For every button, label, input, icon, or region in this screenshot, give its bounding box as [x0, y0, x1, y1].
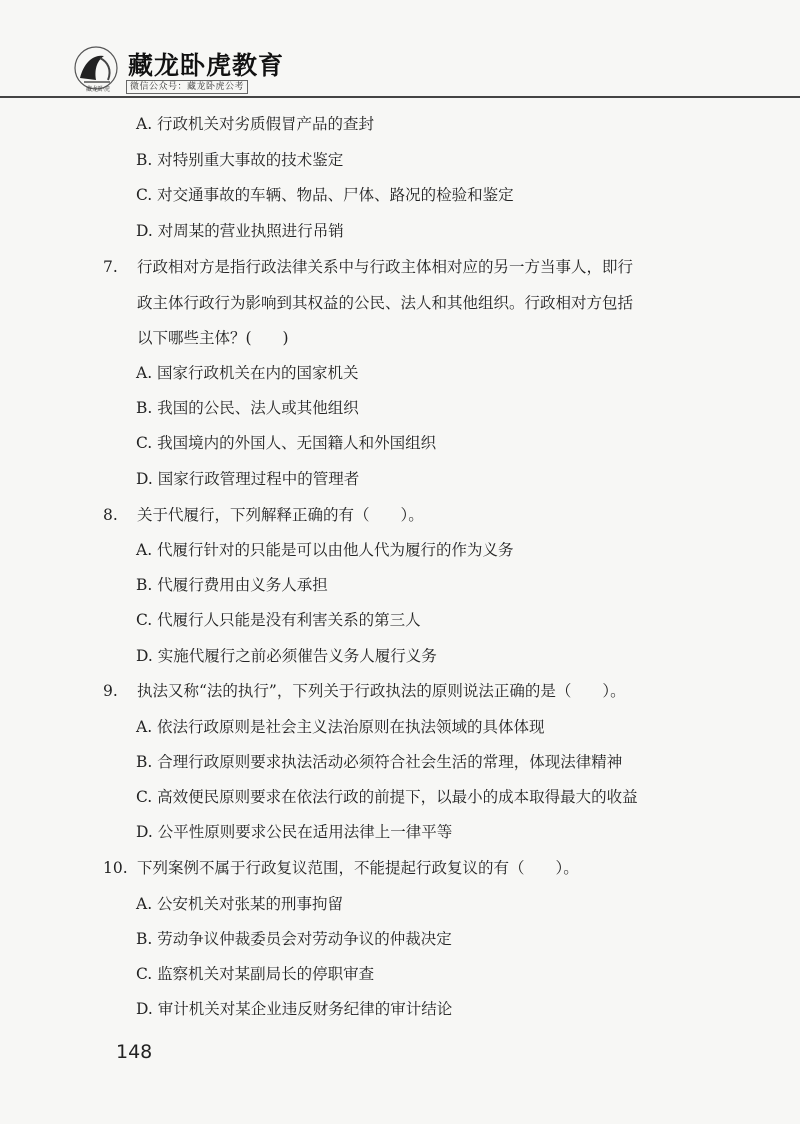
question-number: 8.	[103, 506, 118, 524]
option: D. 国家行政管理过程中的管理者	[136, 470, 360, 488]
question-stem-line: 以下哪些主体？( )	[137, 329, 289, 347]
logo-caption: 藏龙卧虎	[86, 86, 111, 93]
option: B. 劳动争议仲裁委员会对劳动争议的仲裁决定	[136, 930, 452, 948]
page-number: 148	[116, 1041, 153, 1063]
option: C. 我国境内的外国人、无国籍人和外国组织	[136, 434, 437, 452]
question-stem-line: 政主体行政行为影响到其权益的公民、法人和其他组织。行政相对方包括	[137, 294, 634, 312]
question-number: 7.	[103, 258, 118, 276]
question-stem: 关于代履行，下列解释正确的有（ ）。	[137, 506, 424, 524]
header-divider	[0, 96, 800, 98]
option: A. 行政机关对劣质假冒产品的查封	[136, 115, 375, 133]
option: C. 监察机关对某副局长的停职审查	[136, 965, 375, 983]
option: B. 合理行政原则要求执法活动必须符合社会生活的常理，体现法律精神	[136, 753, 623, 771]
brand-subtitle: 微信公众号：藏龙卧虎公考	[126, 80, 248, 94]
question-stem: 执法又称“法的执行”，下列关于行政执法的原则说法正确的是（ ）。	[137, 682, 626, 700]
option: D. 公平性原则要求公民在适用法律上一律平等	[136, 823, 453, 841]
option: A. 代履行针对的只能是可以由他人代为履行的作为义务	[136, 541, 514, 559]
option: A. 依法行政原则是社会主义法治原则在执法领域的具体体现	[136, 718, 545, 736]
question-stem: 下列案例不属于行政复议范围，不能提起行政复议的有（ ）。	[137, 859, 579, 877]
option: B. 我国的公民、法人或其他组织	[136, 399, 359, 417]
option: B. 对特别重大事故的技术鉴定	[136, 151, 344, 169]
question-number: 9.	[103, 682, 118, 700]
brand-title: 藏龙卧虎教育	[128, 51, 285, 80]
option: D. 对周某的营业执照进行吊销	[136, 222, 344, 240]
question-stem-line: 行政相对方是指行政法律关系中与行政主体相对应的另一方当事人，即行	[137, 258, 634, 276]
option: B. 代履行费用由义务人承担	[136, 576, 328, 594]
option: C. 高效便民原则要求在依法行政的前提下，以最小的成本取得最大的收益	[136, 788, 638, 806]
page-header	[0, 0, 800, 96]
option: A. 国家行政机关在内的国家机关	[136, 364, 359, 382]
option: C. 代履行人只能是没有利害关系的第三人	[136, 611, 421, 629]
option: A. 公安机关对张某的刑事拘留	[136, 895, 344, 913]
option: C. 对交通事故的车辆、物品、尸体、路况的检验和鉴定	[136, 186, 514, 204]
option: D. 审计机关对某企业违反财务纪律的审计结论	[136, 1000, 453, 1018]
option: D. 实施代履行之前必须催告义务人履行义务	[136, 647, 437, 665]
question-number: 10.	[103, 859, 128, 877]
